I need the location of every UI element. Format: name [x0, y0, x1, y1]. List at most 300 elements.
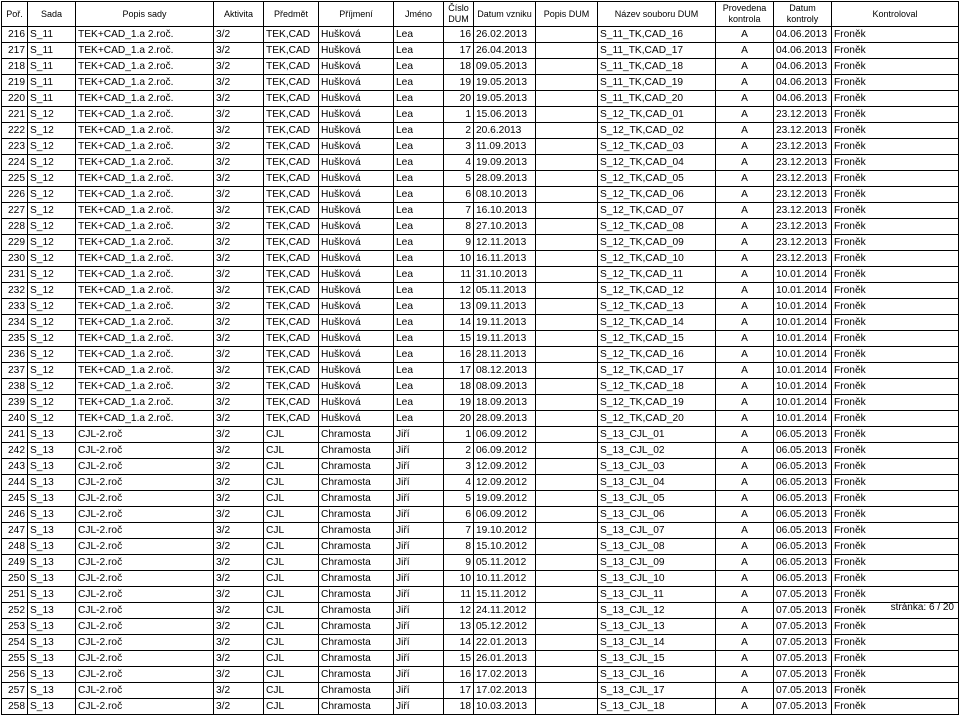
cell-provedena-kontrola: A [716, 507, 774, 523]
cell-popis-dum [536, 203, 598, 219]
cell-aktivita: 3/2 [214, 251, 264, 267]
cell-por: 236 [2, 347, 28, 363]
cell-jmeno: Lea [394, 123, 444, 139]
cell-aktivita: 3/2 [214, 587, 264, 603]
cell-datum-vzniku: 09.05.2013 [474, 59, 536, 75]
cell-nazev-souboru: S_12_TK,CAD_19 [598, 395, 716, 411]
cell-prijmeni: Hušková [319, 155, 394, 171]
cell-popis-sady: CJL-2.roč [76, 427, 214, 443]
cell-popis-sady: TEK+CAD_1.a 2.roč. [76, 139, 214, 155]
cell-popis-dum [536, 251, 598, 267]
cell-prijmeni: Chramosta [319, 603, 394, 619]
cell-nazev-souboru: S_12_TK,CAD_10 [598, 251, 716, 267]
cell-cislo-dum: 16 [444, 347, 474, 363]
cell-prijmeni: Hušková [319, 107, 394, 123]
cell-aktivita: 3/2 [214, 187, 264, 203]
cell-kontroloval: Froněk [832, 219, 959, 235]
cell-datum-kontroly: 06.05.2013 [774, 491, 832, 507]
cell-provedena-kontrola: A [716, 539, 774, 555]
cell-nazev-souboru: S_12_TK,CAD_11 [598, 267, 716, 283]
cell-popis-sady: TEK+CAD_1.a 2.roč. [76, 107, 214, 123]
cell-sada: S_12 [28, 283, 76, 299]
cell-aktivita: 3/2 [214, 635, 264, 651]
cell-jmeno: Jiří [394, 523, 444, 539]
cell-prijmeni: Chramosta [319, 491, 394, 507]
cell-aktivita: 3/2 [214, 539, 264, 555]
cell-por: 250 [2, 571, 28, 587]
cell-datum-kontroly: 10.01.2014 [774, 267, 832, 283]
cell-aktivita: 3/2 [214, 523, 264, 539]
cell-provedena-kontrola: A [716, 203, 774, 219]
cell-popis-dum [536, 283, 598, 299]
cell-kontroloval: Froněk [832, 395, 959, 411]
cell-por: 222 [2, 123, 28, 139]
cell-predmet: TEK,CAD [264, 155, 319, 171]
cell-popis-sady: CJL-2.roč [76, 491, 214, 507]
cell-prijmeni: Hušková [319, 283, 394, 299]
cell-prijmeni: Chramosta [319, 571, 394, 587]
cell-aktivita: 3/2 [214, 379, 264, 395]
cell-datum-vzniku: 08.10.2013 [474, 187, 536, 203]
cell-provedena-kontrola: A [716, 667, 774, 683]
cell-kontroloval: Froněk [832, 459, 959, 475]
cell-aktivita: 3/2 [214, 107, 264, 123]
cell-datum-vzniku: 31.10.2013 [474, 267, 536, 283]
cell-prijmeni: Hušková [319, 139, 394, 155]
cell-prijmeni: Hušková [319, 251, 394, 267]
cell-prijmeni: Chramosta [319, 443, 394, 459]
cell-provedena-kontrola: A [716, 683, 774, 699]
cell-por: 233 [2, 299, 28, 315]
cell-predmet: TEK,CAD [264, 315, 319, 331]
cell-cislo-dum: 10 [444, 571, 474, 587]
cell-nazev-souboru: S_12_TK,CAD_12 [598, 283, 716, 299]
cell-datum-vzniku: 28.09.2013 [474, 171, 536, 187]
cell-jmeno: Jiří [394, 603, 444, 619]
cell-jmeno: Lea [394, 411, 444, 427]
cell-popis-sady: CJL-2.roč [76, 475, 214, 491]
cell-predmet: CJL [264, 475, 319, 491]
cell-jmeno: Jiří [394, 651, 444, 667]
cell-cislo-dum: 3 [444, 459, 474, 475]
cell-popis-sady: CJL-2.roč [76, 667, 214, 683]
cell-datum-vzniku: 19.09.2013 [474, 155, 536, 171]
cell-nazev-souboru: S_11_TK,CAD_18 [598, 59, 716, 75]
cell-sada: S_13 [28, 507, 76, 523]
cell-nazev-souboru: S_13_CJL_07 [598, 523, 716, 539]
cell-prijmeni: Hušková [319, 395, 394, 411]
cell-aktivita: 3/2 [214, 475, 264, 491]
cell-popis-sady: TEK+CAD_1.a 2.roč. [76, 363, 214, 379]
cell-nazev-souboru: S_11_TK,CAD_16 [598, 27, 716, 43]
cell-cislo-dum: 2 [444, 123, 474, 139]
cell-jmeno: Jiří [394, 667, 444, 683]
cell-popis-sady: TEK+CAD_1.a 2.roč. [76, 219, 214, 235]
table-row [2, 635, 959, 651]
cell-cislo-dum: 5 [444, 491, 474, 507]
cell-popis-sady: TEK+CAD_1.a 2.roč. [76, 283, 214, 299]
cell-aktivita: 3/2 [214, 683, 264, 699]
cell-cislo-dum: 19 [444, 395, 474, 411]
cell-provedena-kontrola: A [716, 651, 774, 667]
cell-prijmeni: Hušková [319, 235, 394, 251]
cell-sada: S_13 [28, 699, 76, 715]
cell-cislo-dum: 18 [444, 379, 474, 395]
cell-prijmeni: Hušková [319, 75, 394, 91]
cell-nazev-souboru: S_13_CJL_12 [598, 603, 716, 619]
cell-sada: S_12 [28, 219, 76, 235]
cell-datum-kontroly: 10.01.2014 [774, 395, 832, 411]
cell-cislo-dum: 14 [444, 635, 474, 651]
cell-popis-dum [536, 363, 598, 379]
cell-por: 228 [2, 219, 28, 235]
cell-predmet: CJL [264, 635, 319, 651]
cell-datum-kontroly: 23.12.2013 [774, 203, 832, 219]
cell-datum-vzniku: 20.6.2013 [474, 123, 536, 139]
cell-popis-sady: TEK+CAD_1.a 2.roč. [76, 395, 214, 411]
cell-por: 246 [2, 507, 28, 523]
cell-jmeno: Lea [394, 315, 444, 331]
cell-popis-dum [536, 683, 598, 699]
cell-datum-kontroly: 06.05.2013 [774, 427, 832, 443]
cell-por: 229 [2, 235, 28, 251]
cell-prijmeni: Chramosta [319, 699, 394, 715]
cell-predmet: TEK,CAD [264, 43, 319, 59]
cell-aktivita: 3/2 [214, 59, 264, 75]
cell-predmet: CJL [264, 523, 319, 539]
table-row [2, 187, 959, 203]
cell-jmeno: Lea [394, 139, 444, 155]
cell-datum-vzniku: 26.01.2013 [474, 651, 536, 667]
cell-datum-vzniku: 06.09.2012 [474, 427, 536, 443]
cell-prijmeni: Chramosta [319, 667, 394, 683]
cell-aktivita: 3/2 [214, 203, 264, 219]
cell-cislo-dum: 18 [444, 699, 474, 715]
table-row [2, 411, 959, 427]
table-row [2, 379, 959, 395]
cell-popis-dum [536, 187, 598, 203]
cell-kontroloval: Froněk [832, 619, 959, 635]
cell-sada: S_12 [28, 187, 76, 203]
cell-sada: S_13 [28, 443, 76, 459]
cell-popis-dum [536, 475, 598, 491]
cell-sada: S_13 [28, 571, 76, 587]
cell-aktivita: 3/2 [214, 27, 264, 43]
cell-por: 245 [2, 491, 28, 507]
cell-provedena-kontrola: A [716, 475, 774, 491]
cell-datum-vzniku: 15.06.2013 [474, 107, 536, 123]
cell-jmeno: Lea [394, 91, 444, 107]
cell-sada: S_12 [28, 347, 76, 363]
table-row [2, 539, 959, 555]
cell-sada: S_11 [28, 43, 76, 59]
cell-cislo-dum: 10 [444, 251, 474, 267]
cell-cislo-dum: 16 [444, 667, 474, 683]
cell-nazev-souboru: S_12_TK,CAD_07 [598, 203, 716, 219]
cell-prijmeni: Chramosta [319, 683, 394, 699]
cell-aktivita: 3/2 [214, 219, 264, 235]
cell-cislo-dum: 20 [444, 91, 474, 107]
cell-predmet: TEK,CAD [264, 411, 319, 427]
cell-predmet: CJL [264, 587, 319, 603]
cell-datum-kontroly: 10.01.2014 [774, 283, 832, 299]
cell-jmeno: Jiří [394, 587, 444, 603]
cell-kontroloval: Froněk [832, 651, 959, 667]
cell-datum-vzniku: 19.09.2012 [474, 491, 536, 507]
cell-aktivita: 3/2 [214, 235, 264, 251]
cell-por: 256 [2, 667, 28, 683]
cell-jmeno: Lea [394, 27, 444, 43]
cell-popis-dum [536, 603, 598, 619]
cell-popis-dum [536, 619, 598, 635]
cell-provedena-kontrola: A [716, 235, 774, 251]
cell-por: 258 [2, 699, 28, 715]
cell-por: 238 [2, 379, 28, 395]
cell-kontroloval: Froněk [832, 187, 959, 203]
cell-datum-vzniku: 16.10.2013 [474, 203, 536, 219]
cell-datum-kontroly: 06.05.2013 [774, 459, 832, 475]
cell-datum-vzniku: 15.10.2012 [474, 539, 536, 555]
cell-popis-dum [536, 171, 598, 187]
cell-datum-vzniku: 16.11.2013 [474, 251, 536, 267]
cell-predmet: TEK,CAD [264, 59, 319, 75]
cell-popis-dum [536, 539, 598, 555]
cell-datum-vzniku: 08.09.2013 [474, 379, 536, 395]
cell-nazev-souboru: S_12_TK,CAD_20 [598, 411, 716, 427]
cell-jmeno: Jiří [394, 699, 444, 715]
cell-cislo-dum: 6 [444, 187, 474, 203]
cell-predmet: CJL [264, 603, 319, 619]
cell-predmet: CJL [264, 619, 319, 635]
cell-jmeno: Jiří [394, 555, 444, 571]
cell-cislo-dum: 9 [444, 235, 474, 251]
cell-cislo-dum: 13 [444, 299, 474, 315]
table-row [2, 683, 959, 699]
cell-predmet: TEK,CAD [264, 395, 319, 411]
cell-sada: S_13 [28, 587, 76, 603]
table-row [2, 507, 959, 523]
cell-datum-vzniku: 17.02.2013 [474, 683, 536, 699]
cell-por: 247 [2, 523, 28, 539]
cell-aktivita: 3/2 [214, 619, 264, 635]
cell-nazev-souboru: S_13_CJL_14 [598, 635, 716, 651]
cell-por: 221 [2, 107, 28, 123]
cell-nazev-souboru: S_13_CJL_03 [598, 459, 716, 475]
cell-cislo-dum: 12 [444, 283, 474, 299]
cell-aktivita: 3/2 [214, 315, 264, 331]
cell-aktivita: 3/2 [214, 571, 264, 587]
cell-popis-dum [536, 123, 598, 139]
cell-predmet: TEK,CAD [264, 187, 319, 203]
cell-kontroloval: Froněk [832, 555, 959, 571]
cell-provedena-kontrola: A [716, 43, 774, 59]
cell-popis-dum [536, 331, 598, 347]
cell-predmet: CJL [264, 427, 319, 443]
cell-sada: S_13 [28, 475, 76, 491]
cell-sada: S_12 [28, 267, 76, 283]
cell-prijmeni: Hušková [319, 267, 394, 283]
cell-aktivita: 3/2 [214, 43, 264, 59]
cell-kontroloval: Froněk [832, 363, 959, 379]
cell-sada: S_12 [28, 235, 76, 251]
cell-datum-kontroly: 07.05.2013 [774, 587, 832, 603]
cell-jmeno: Lea [394, 331, 444, 347]
cell-prijmeni: Hušková [319, 315, 394, 331]
cell-sada: S_13 [28, 651, 76, 667]
cell-datum-kontroly: 07.05.2013 [774, 667, 832, 683]
cell-provedena-kontrola: A [716, 363, 774, 379]
cell-popis-sady: CJL-2.roč [76, 619, 214, 635]
cell-aktivita: 3/2 [214, 139, 264, 155]
cell-nazev-souboru: S_13_CJL_17 [598, 683, 716, 699]
cell-aktivita: 3/2 [214, 75, 264, 91]
cell-prijmeni: Hušková [319, 299, 394, 315]
cell-prijmeni: Chramosta [319, 523, 394, 539]
cell-prijmeni: Hušková [319, 203, 394, 219]
cell-kontroloval: Froněk [832, 203, 959, 219]
cell-por: 254 [2, 635, 28, 651]
cell-datum-kontroly: 04.06.2013 [774, 91, 832, 107]
cell-cislo-dum: 14 [444, 315, 474, 331]
dum-table [1, 1, 959, 715]
cell-datum-vzniku: 05.11.2012 [474, 555, 536, 571]
cell-popis-dum [536, 555, 598, 571]
cell-cislo-dum: 18 [444, 59, 474, 75]
cell-kontroloval: Froněk [832, 571, 959, 587]
cell-por: 230 [2, 251, 28, 267]
cell-datum-vzniku: 05.11.2013 [474, 283, 536, 299]
cell-por: 231 [2, 267, 28, 283]
cell-cislo-dum: 20 [444, 411, 474, 427]
cell-cislo-dum: 8 [444, 539, 474, 555]
cell-provedena-kontrola: A [716, 555, 774, 571]
cell-prijmeni: Hušková [319, 123, 394, 139]
cell-popis-dum [536, 571, 598, 587]
cell-por: 253 [2, 619, 28, 635]
cell-nazev-souboru: S_13_CJL_15 [598, 651, 716, 667]
cell-popis-sady: TEK+CAD_1.a 2.roč. [76, 187, 214, 203]
cell-kontroloval: Froněk [832, 267, 959, 283]
cell-cislo-dum: 12 [444, 603, 474, 619]
cell-prijmeni: Hušková [319, 27, 394, 43]
cell-provedena-kontrola: A [716, 123, 774, 139]
cell-popis-sady: CJL-2.roč [76, 443, 214, 459]
table-row [2, 603, 959, 619]
cell-aktivita: 3/2 [214, 651, 264, 667]
cell-nazev-souboru: S_13_CJL_02 [598, 443, 716, 459]
table-row [2, 171, 959, 187]
cell-datum-vzniku: 26.04.2013 [474, 43, 536, 59]
table-row [2, 315, 959, 331]
cell-popis-dum [536, 235, 598, 251]
cell-popis-dum [536, 427, 598, 443]
cell-popis-sady: TEK+CAD_1.a 2.roč. [76, 235, 214, 251]
cell-predmet: TEK,CAD [264, 91, 319, 107]
cell-datum-vzniku: 17.02.2013 [474, 667, 536, 683]
cell-aktivita: 3/2 [214, 171, 264, 187]
col-header-sada: Sada [28, 2, 76, 27]
cell-prijmeni: Chramosta [319, 427, 394, 443]
cell-datum-vzniku: 06.09.2012 [474, 507, 536, 523]
cell-provedena-kontrola: A [716, 571, 774, 587]
cell-nazev-souboru: S_11_TK,CAD_17 [598, 43, 716, 59]
cell-cislo-dum: 3 [444, 139, 474, 155]
cell-jmeno: Lea [394, 363, 444, 379]
cell-prijmeni: Chramosta [319, 507, 394, 523]
cell-sada: S_12 [28, 107, 76, 123]
cell-aktivita: 3/2 [214, 299, 264, 315]
cell-prijmeni: Hušková [319, 219, 394, 235]
cell-datum-kontroly: 04.06.2013 [774, 59, 832, 75]
cell-nazev-souboru: S_13_CJL_11 [598, 587, 716, 603]
cell-provedena-kontrola: A [716, 459, 774, 475]
cell-popis-sady: TEK+CAD_1.a 2.roč. [76, 75, 214, 91]
cell-predmet: CJL [264, 683, 319, 699]
cell-popis-sady: CJL-2.roč [76, 539, 214, 555]
cell-popis-dum [536, 587, 598, 603]
cell-predmet: CJL [264, 571, 319, 587]
cell-kontroloval: Froněk [832, 539, 959, 555]
cell-datum-kontroly: 06.05.2013 [774, 443, 832, 459]
cell-kontroloval: Froněk [832, 347, 959, 363]
cell-kontroloval: Froněk [832, 443, 959, 459]
cell-popis-sady: TEK+CAD_1.a 2.roč. [76, 411, 214, 427]
table-row [2, 459, 959, 475]
cell-cislo-dum: 5 [444, 171, 474, 187]
page-number: stránka: 6 / 20 [890, 602, 954, 613]
table-row [2, 395, 959, 411]
cell-datum-kontroly: 23.12.2013 [774, 235, 832, 251]
cell-nazev-souboru: S_12_TK,CAD_03 [598, 139, 716, 155]
cell-cislo-dum: 19 [444, 75, 474, 91]
cell-predmet: TEK,CAD [264, 123, 319, 139]
cell-aktivita: 3/2 [214, 395, 264, 411]
cell-provedena-kontrola: A [716, 411, 774, 427]
cell-predmet: TEK,CAD [264, 139, 319, 155]
cell-provedena-kontrola: A [716, 219, 774, 235]
cell-datum-vzniku: 05.12.2012 [474, 619, 536, 635]
cell-popis-dum [536, 459, 598, 475]
cell-kontroloval: Froněk [832, 27, 959, 43]
cell-jmeno: Lea [394, 219, 444, 235]
cell-datum-vzniku: 24.11.2012 [474, 603, 536, 619]
col-header-popis-sady: Popis sady [76, 2, 214, 27]
cell-kontroloval: Froněk [832, 315, 959, 331]
cell-kontroloval: Froněk [832, 635, 959, 651]
cell-popis-sady: CJL-2.roč [76, 651, 214, 667]
cell-jmeno: Jiří [394, 507, 444, 523]
cell-predmet: CJL [264, 539, 319, 555]
cell-popis-sady: TEK+CAD_1.a 2.roč. [76, 203, 214, 219]
cell-kontroloval: Froněk [832, 139, 959, 155]
cell-aktivita: 3/2 [214, 667, 264, 683]
cell-datum-kontroly: 06.05.2013 [774, 475, 832, 491]
cell-aktivita: 3/2 [214, 123, 264, 139]
cell-sada: S_13 [28, 459, 76, 475]
cell-aktivita: 3/2 [214, 267, 264, 283]
table-body [2, 27, 959, 715]
cell-kontroloval: Froněk [832, 235, 959, 251]
cell-jmeno: Jiří [394, 539, 444, 555]
table-row [2, 235, 959, 251]
cell-kontroloval: Froněk [832, 283, 959, 299]
cell-sada: S_12 [28, 155, 76, 171]
cell-popis-sady: TEK+CAD_1.a 2.roč. [76, 251, 214, 267]
cell-prijmeni: Chramosta [319, 539, 394, 555]
cell-sada: S_12 [28, 251, 76, 267]
cell-predmet: TEK,CAD [264, 363, 319, 379]
cell-kontroloval: Froněk [832, 123, 959, 139]
